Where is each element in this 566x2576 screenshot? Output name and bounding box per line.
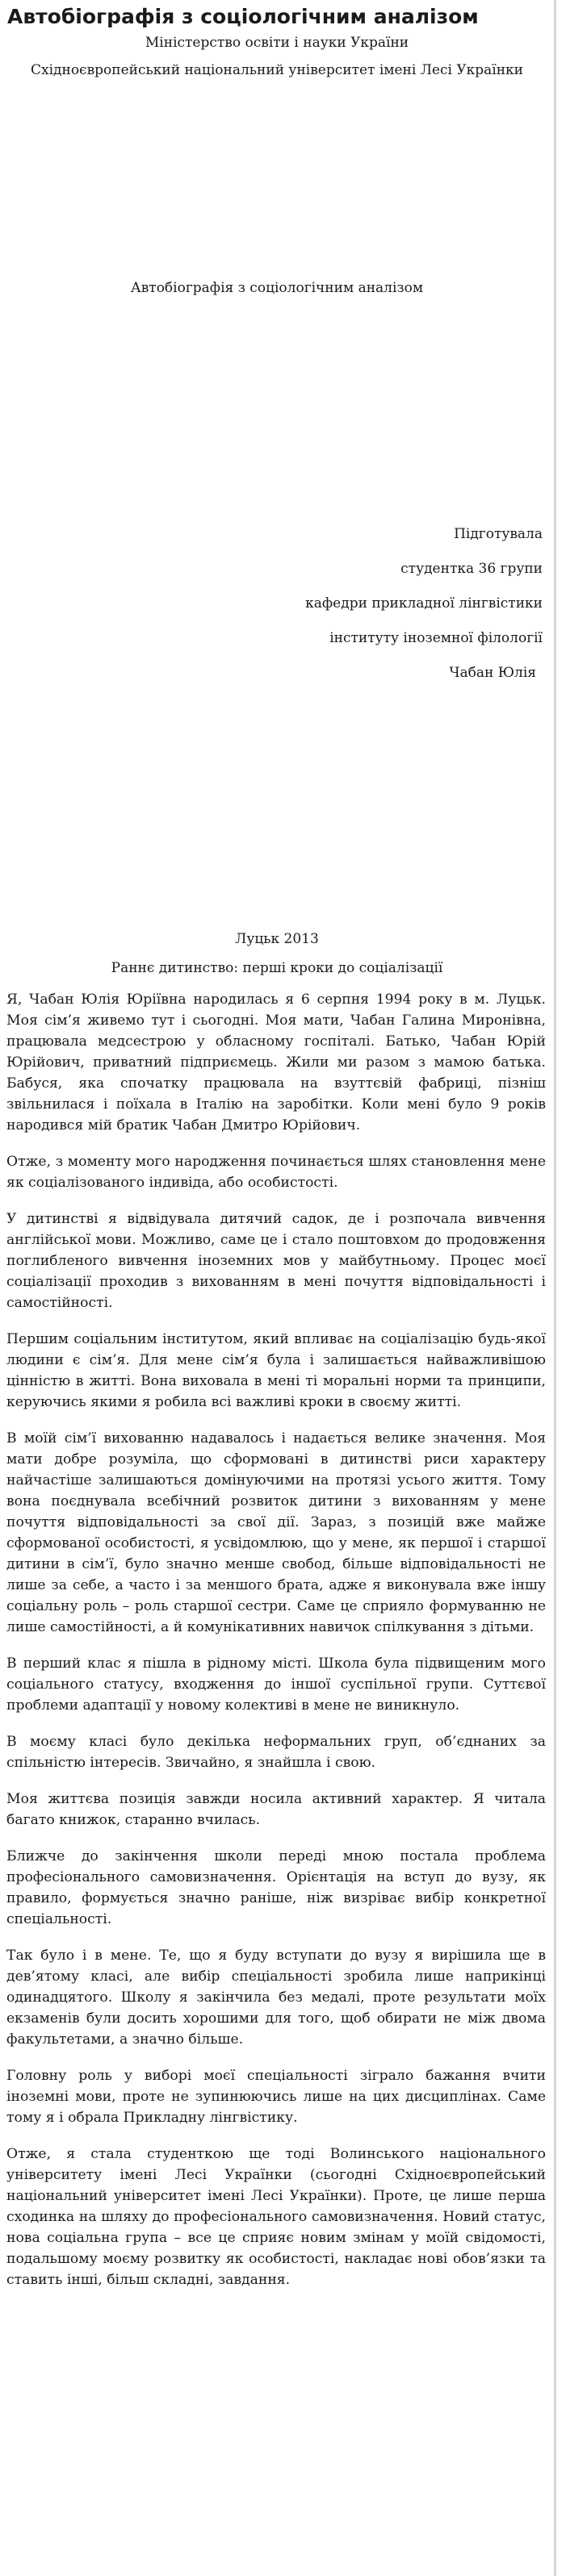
paragraph: Ближче до закінчення школи переді мною постала проблема професіонального самовизначення. Орієнтація на вступ до вузу, як правило, формується значно раніше, ніж визріває вибір конкретної спеціальності. <box>6 1848 546 1927</box>
paragraph: В моїй сім’ї вихованню надавалось і надається велике значення. Моя мати добре розуміла, що сформовані в дитинстві риси характеру найчастіше залишаються домінуючими на протязі усього життя. Тому вона поєднувала всебічний розвиток дитини з вихованням у мене почуття відповідальності за свої дії. Зараз, з позицій вже майже сформованої особистості, я усвідомлюю, що у мене, як першої і старшої дитини в сім’ї, було значно менше свобод, більше відповідальності не лише за себе, а часто і за меншого брата, адже я виконувала вже іншу соціальну роль – роль старшої сестри. Саме це сприяло формуванню не лише самостійності, а й комунікативних навичок спілкування з дітьми. <box>6 1430 546 1635</box>
ministry-line: Міністерство освіти і науки України <box>145 35 409 51</box>
section-heading: Раннє дитинство: перші кроки до соціалізації <box>111 960 443 976</box>
page-edge-divider <box>554 0 556 2576</box>
author-line-name: Чабан Юлія <box>449 665 536 681</box>
paragraph: В перший клас я пішла в рідному місті. Школа була підвищеним мого соціального статусу, входження до іншої суспільної групи. Суттєвої проблеми адаптації у новому колективі в мене не виникнуло. <box>6 1655 546 1714</box>
paragraph: Головну роль у виборі моєї спеціальності зіграло бажання вчити іноземні мови, проте не зупинюючись лише на цих дисциплінах. Саме тому я і обрала Прикладну лінгвістику. <box>6 2068 546 2126</box>
author-line-institute: інституту іноземної філології <box>329 630 543 646</box>
author-line-prepared: Підготувала <box>454 526 543 542</box>
paragraph: Першим соціальним інститутом, який впливає на соціалізацію будь-якої людини є сім’я. Для мене сім’я була і залишається найважливішою цінністю в житті. Вона виховала в мені ті моральні норми та принципи, керуючись якими я робила всі важливі кроки в своєму житті. <box>6 1331 546 1410</box>
paragraph: Отже, з моменту мого народження починається шлях становлення мене як соціалізованого індивіда, або особистості. <box>6 1154 546 1191</box>
paragraph: Я, Чабан Юлія Юріївна народилась я 6 серпня 1994 року в м. Луцьк. Моя сім’я живемо тут і сьогодні. Моя мати, Чабан Галина Миронівна, працювала медсестрою у обласному госпіталі. Батько, Чабан Юрій Юрійович, приватний підприємець. Жили ми разом з мамою батька. Бабуся, яка спочатку працювала на взуттєвій фабриці, пізніш звільнилася і поїхала в Італію на заробітки. Коли мені було 9 років народився мій братик Чабан Дмитро Юрійович. <box>6 992 546 1134</box>
paragraph: У дитинстві я відвідувала дитячий садок, де і розпочала вивчення англійської мови. Можливо, саме це і стало поштовхом до продовження поглибленого вивчення іноземних мов у майбутньому. Процес моєї соціалізації проходив з вихованням в мені почуття відповідальності і самостійності. <box>6 1211 546 1311</box>
author-line-student: студентка 36 групи <box>400 561 543 577</box>
paragraph: Так було і в мене. Те, що я буду вступати до вузу я вирішила ще в дев’ятому класі, але вибір спеціальності зробила лише наприкінці одинадцятого. Школу я закінчила без медалі, проте результати моїх екзаменів були досить хорошими для того, щоб обирати не між двома факультетами, а значно більше. <box>6 1948 546 2048</box>
paragraph: Моя життєва позиція завжди носила активний характер. Я читала багато книжок, старанно вчилась. <box>6 1791 546 1828</box>
paragraph: В моєму класі було декілька неформальних груп, об’єднаних за спільністю інтересів. Звичайно, я знайшла і свою. <box>6 1734 546 1771</box>
paragraph: Отже, я стала студенткою ще тоді Волинського національного університету імені Лесі Українки (сьогодні Східноєвропейський національний університет імені Лесі Українки). Проте, це лише перша сходинка на шляху до професіонального самовизначення. Новий статус, нова соціальна група – все це сприяє новим змінам у моїй свідомості, подальшому моєму розвитку як особистості, накладає нові обов’язки та ставить інші, більш складні, завдання. <box>6 2146 546 2288</box>
autobiography-body <box>6 989 546 2306</box>
university-line: Східноєвропейський національний університет імені Лесі Українки <box>30 62 523 78</box>
work-title: Автобіографія з соціологічним аналізом <box>130 280 424 296</box>
city-year: Луцьк 2013 <box>235 931 319 947</box>
author-line-department: кафедри прикладної лінгвістики <box>305 595 543 612</box>
document-title: Автобіографія з соціологічним аналізом <box>7 5 479 28</box>
